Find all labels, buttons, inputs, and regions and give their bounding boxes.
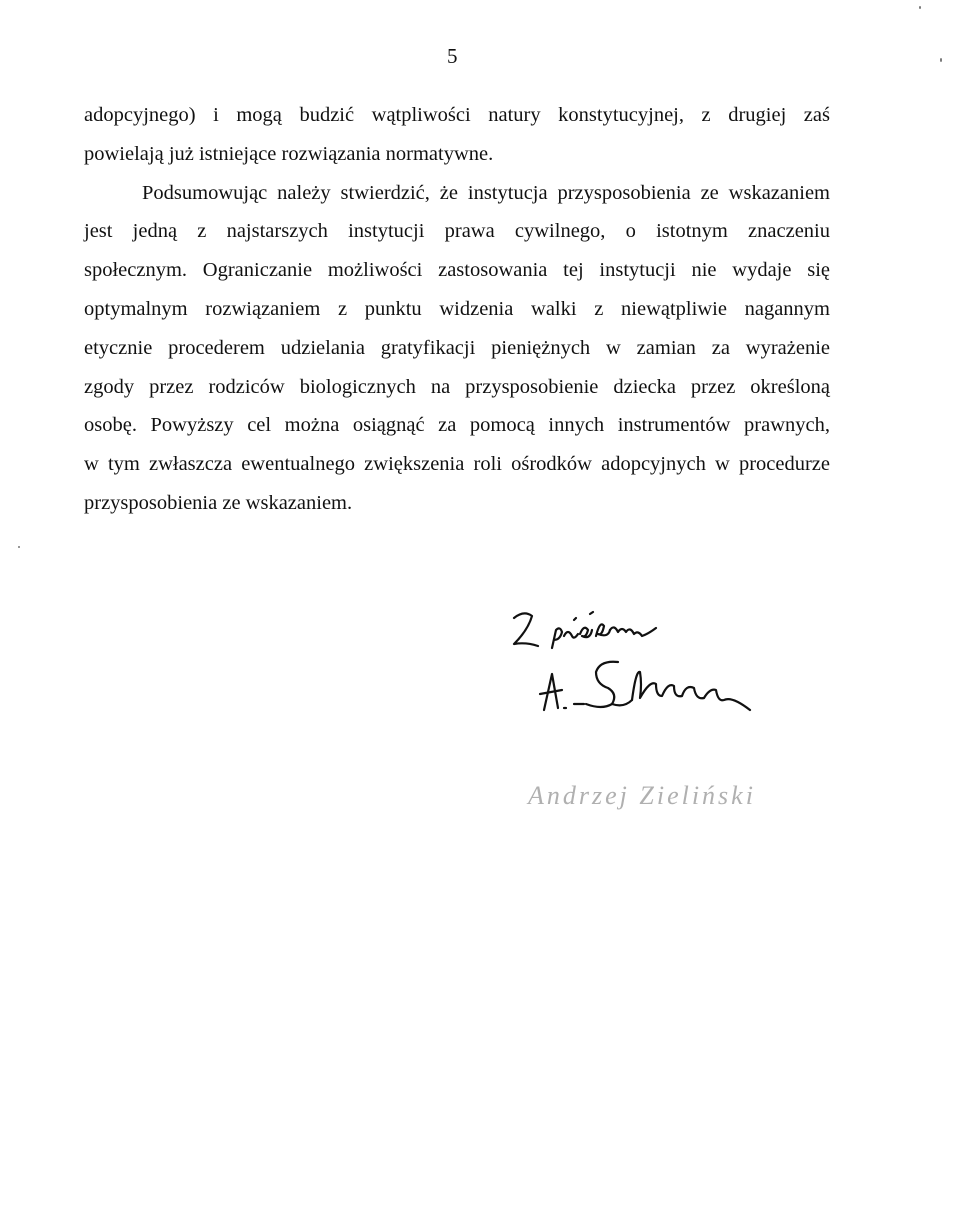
- text-line: zgody przez rodziców biologicznych na przysposobienie dziecka przez określoną: [84, 375, 830, 398]
- scan-speck: [940, 58, 942, 62]
- text-line: Podsumowując należy stwierdzić, że instytucja przysposobienia ze wskazaniem: [142, 181, 830, 204]
- text-line: społecznym. Ograniczanie możliwości zastosowania tej instytucji nie wydaje się: [84, 259, 830, 282]
- scan-speck: [919, 6, 921, 9]
- stamp-text: Andrzej Zieliński: [528, 781, 756, 810]
- name-stamp: [528, 776, 828, 816]
- text-line: osobę. Powyższy cel można osiągnąć za pomocą innych instrumentów prawnych,: [84, 414, 830, 437]
- scan-speck: [18, 546, 20, 548]
- text-line: optymalnym rozwiązaniem z punktu widzenia walki z niewątpliwie nagannym: [84, 297, 830, 320]
- text-line: etycznie procederem udzielania gratyfikacji pieniężnych w zamian za wyrażenie: [84, 336, 830, 359]
- text-line: powielają już istniejące rozwiązania normatywne.: [84, 142, 494, 165]
- handwritten-signature: [500, 600, 820, 730]
- text-line: przysposobienia ze wskazaniem.: [84, 491, 353, 514]
- text-line: adopcyjnego) i mogą budzić wątpliwości natury konstytucyjnej, z drugiej zaś: [84, 104, 830, 126]
- text-line: w tym zwłaszcza ewentualnego zwiększenia roli ośrodków adopcyjnych w procedurze: [84, 453, 830, 476]
- text-line: jest jedną z najstarszych instytucji prawa cywilnego, o istotnym znaczeniu: [84, 220, 830, 243]
- page-number: 5: [447, 44, 458, 68]
- body-text: [84, 96, 830, 523]
